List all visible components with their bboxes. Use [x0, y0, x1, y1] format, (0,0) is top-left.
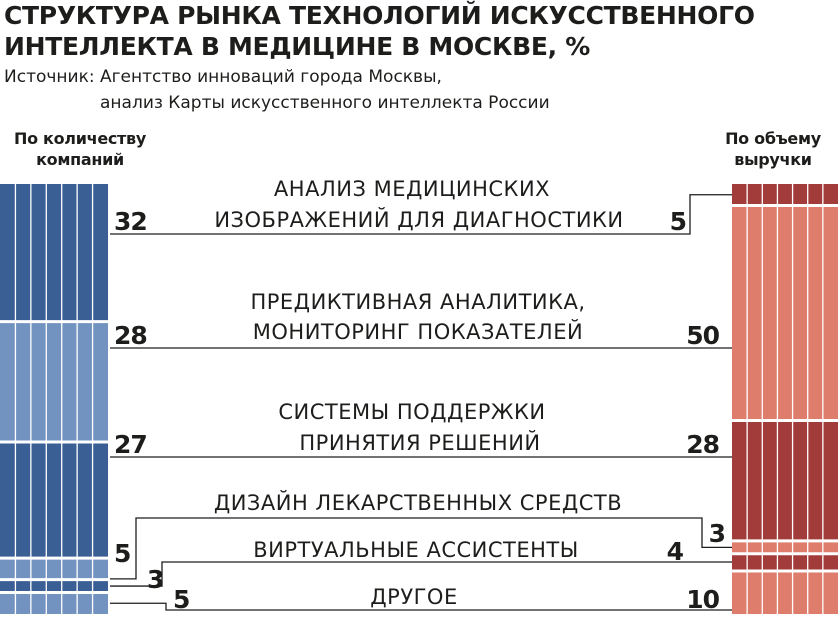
left-value-label-4: 3 [147, 565, 164, 594]
source-line-1: Источник: Агентство инноваций города Москвы, [4, 67, 442, 87]
right-header-line-1: По объему [725, 129, 821, 148]
connector-line-4 [110, 562, 732, 586]
left-header-line-2: компаний [36, 150, 124, 169]
left-value-label-5: 5 [173, 585, 190, 614]
right-bar-segment-4 [732, 554, 838, 571]
right-value-label-4: 4 [666, 537, 683, 566]
left-bar-segment-2 [0, 442, 108, 558]
category-label-1: ПРЕДИКТИВНАЯ АНАЛИТИКА, [250, 290, 586, 314]
category-label-2: ПРИНЯТИЯ РЕШЕНИЙ [299, 431, 541, 455]
right-header-line-2: выручки [734, 150, 812, 169]
right-value-label-1: 50 [686, 321, 719, 350]
right-bar-segment-1 [732, 206, 838, 421]
left-value-label-1: 28 [114, 321, 147, 350]
left-value-label-2: 27 [114, 430, 147, 459]
left-header-line-1: По количеству [14, 129, 146, 148]
left-bar-segment-3 [0, 558, 108, 580]
left-value-label-0: 32 [114, 207, 147, 236]
right-bar-segment-5 [732, 571, 838, 614]
category-label-3: ДИЗАЙН ЛЕКАРСТВЕННЫХ СРЕДСТВ [213, 491, 623, 515]
right-value-label-2: 28 [686, 430, 719, 459]
left-bar-segment-4 [0, 580, 108, 593]
category-label-2: СИСТЕМЫ ПОДДЕРЖКИ [278, 400, 546, 424]
left-value-label-3: 5 [114, 539, 131, 568]
right-value-label-0: 5 [669, 207, 686, 236]
left-bar-segment-5 [0, 593, 108, 615]
chart-title: СТРУКТУРА РЫНКА ТЕХНОЛОГИЙ ИСКУССТВЕННОГО ИНТЕЛЛЕКТА В МЕДИЦИНЕ В МОСКВЕ, % [4, 1, 755, 61]
left-bar-segment-0 [0, 184, 108, 322]
category-label-5: ДРУГОЕ [370, 585, 458, 609]
left-bar-segment-1 [0, 322, 108, 442]
category-label-1: МОНИТОРИНГ ПОКАЗАТЕЛЕЙ [252, 320, 584, 344]
source-line-2: анализ Карты искусственного интеллекта России [100, 93, 550, 113]
right-bar-segment-0 [732, 184, 838, 206]
right-value-label-3: 3 [708, 519, 725, 548]
category-label-0: АНАЛИЗ МЕДИЦИНСКИХ [273, 177, 551, 201]
category-label-0: ИЗОБРАЖЕНИЙ ДЛЯ ДИАГНОСТИКИ [214, 208, 624, 232]
right-bar-segment-2 [732, 421, 838, 541]
right-bar-segment-3 [732, 541, 838, 554]
category-label-4: ВИРТУАЛЬНЫЕ АССИСТЕНТЫ [253, 538, 579, 562]
right-value-label-5: 10 [686, 585, 719, 614]
